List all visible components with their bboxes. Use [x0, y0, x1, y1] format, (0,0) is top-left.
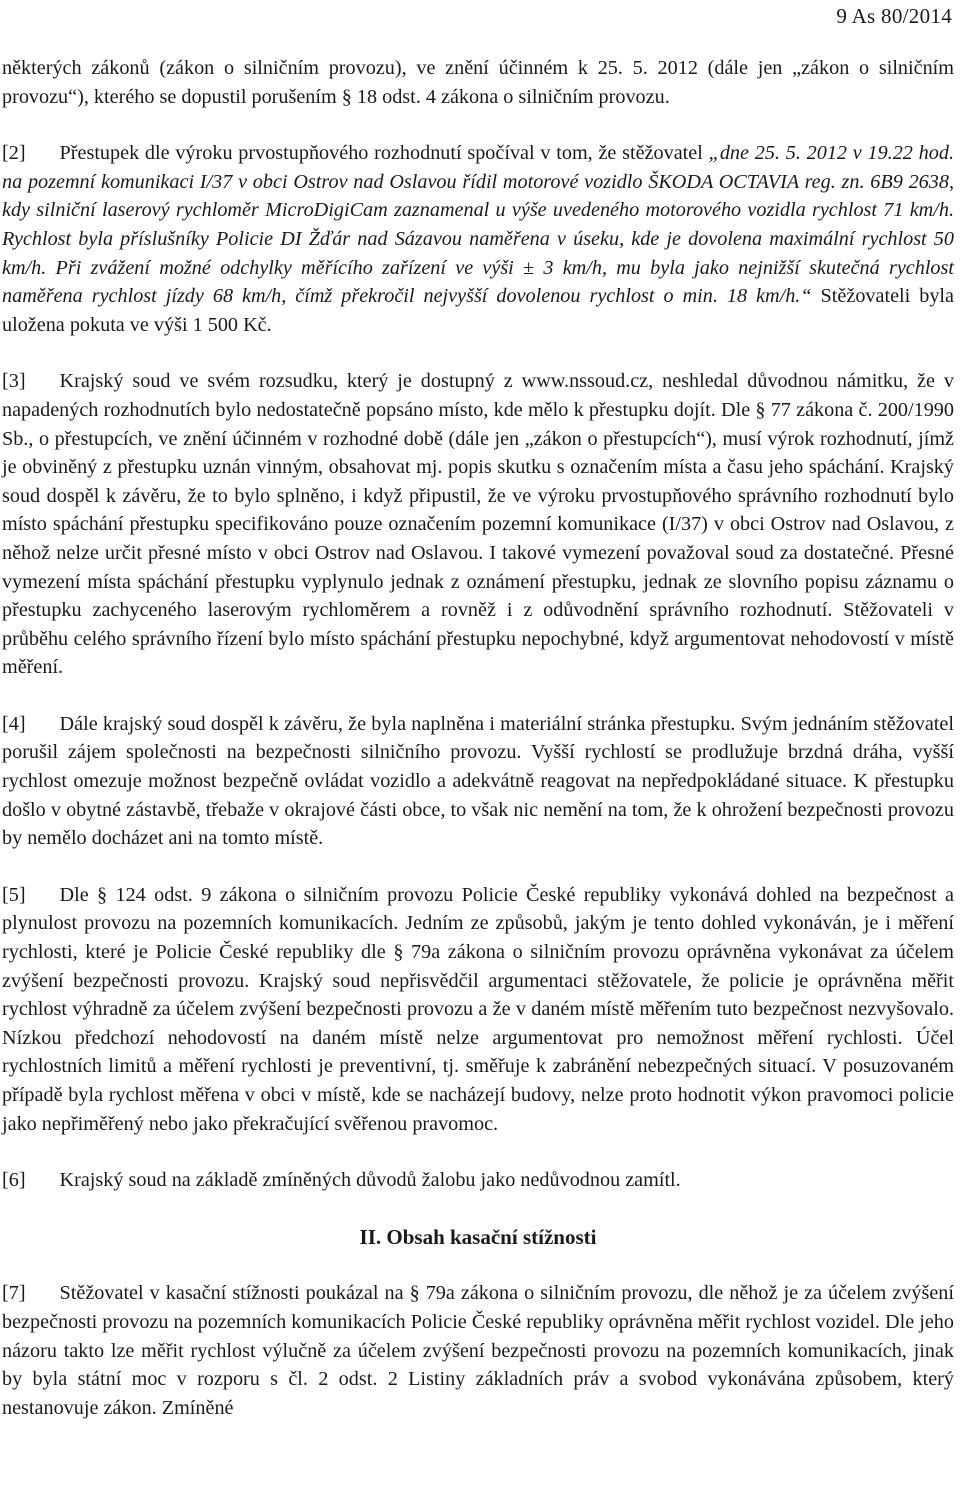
paragraph-number: [5] — [2, 883, 26, 906]
paragraph — [2, 1166, 954, 1195]
paragraph-number: [4] — [2, 712, 26, 735]
quoted-decision-text: „dne 25. 5. 2012 v 19.22 hod. na pozemní komunikaci I/37 v obci Ostrov nad Oslavou řídil motorové vozidlo ŠKODA OCTAVIA reg. zn. 6B9 2638, kdy silniční laserový rychloměr MicroDigiCam zaznamenal u výše uvedeného motorového vozidla rychlost 71 km/h. Rychlost byla příslušníky Policie DI Žďár nad Sázavou naměřena v úseku, kde je dovolena maximální rychlost 50 km/h. Při zvážení možné odchylky měřícího zařízení ve výši ± 3 km/h, mu byla jako nejnižší skutečná rychlost naměřena rychlost jízdy 68 km/h, čímž překročil nejvyšší dovolenou rychlost o min. 18 km/h.“ — [2, 142, 954, 308]
paragraph — [2, 710, 954, 853]
paragraphs-before — [2, 54, 954, 1195]
paragraph-text: Krajský soud na základě zmíněných důvodů žalobu jako nedůvodnou zamítl. — [59, 1169, 681, 1192]
paragraph-text: Dále krajský soud dospěl k závěru, že byla naplněna i materiální stránka přestupku. Svým jednáním stěžovatel porušil zájem společnosti na bezpečnosti silničního provozu. Vyšší rychlostí se prodlužuje brzdná dráha, vyšší rychlost omezuje možnost bezpečně ovládat vozidlo a adekvátně reagovat na nepředpokládané situace. K přestupku došlo v obytné zástavbě, třebaže v okrajové části obce, to však nic nemění na tom, že k ohrožení bezpečnosti provozu by nemělo docházet ani na tomto místě. — [2, 712, 954, 850]
case-number: 9 As 80/2014 — [836, 4, 952, 28]
paragraph — [2, 139, 954, 339]
paragraph-text: Stěžovateli byla uložena pokuta ve výši 1 500 Kč. — [2, 285, 954, 336]
paragraph — [2, 54, 954, 111]
paragraph-number: [3] — [2, 370, 26, 393]
paragraph-text: některých zákonů (zákon o silničním provozu), ve znění účinném k 25. 5. 2012 (dále jen „zákon o silničním provozu“), kterého se dopustil porušením § 18 odst. 4 zákona o silničním provozu. — [2, 57, 954, 108]
paragraph-text: Stěžovatel v kasační stížnosti poukázal na § 79a zákona o silničním provozu, dle něhož je za účelem zvýšení bezpečnosti provozu na pozemních komunikacích Policie České republiky oprávněna měřit rychlost vozidel. Dle jeho názoru takto lze měřit rychlost výlučně za účelem zvýšení bezpečnosti provozu na pozemních komunikacích, jinak by byla státní moc v rozporu s čl. 2 odst. 2 Listiny základních práv a svobod vykonávána způsobem, který nestanovuje zákon. Zmíněné — [2, 1282, 954, 1419]
paragraph-number: [6] — [2, 1169, 26, 1192]
paragraphs-after — [2, 1279, 954, 1422]
paragraph — [2, 881, 954, 1138]
paragraph-text: Krajský soud ve svém rozsudku, který je dostupný z www.nssoud.cz, neshledal důvodnou námitku, že v napadených rozhodnutích bylo nedostatečně popsáno místo, kde mělo k přestupku dojít. Dle § 77 zákona č. 200/1990 Sb., o přestupcích, ve znění účinném v rozhodné době (dále jen „zákon o přestupcích“), musí výrok rozhodnutí, jímž je obviněný z přestupku uznán vinným, obsahovat mj. popis skutku s označením místa a času jeho spáchání. Krajský soud dospěl k závěru, že to bylo splněno, i když připustil, že ve výroku prvostupňového správního rozhodnutí bylo místo spáchání přestupku specifikováno pouze označením pozemní komunikace (I/37) v obci Ostrov nad Oslavou, z něhož nelze určit přesné místo v obci Ostrov nad Oslavou. I takové vymezení považoval soud za dostatečné. Přesné vymezení místa spáchání přestupku vyplynulo jednak z oznámení přestupku, jednak ze slovního popisu záznamu o přestupku zachyceného laserovým rychloměrem a rovněž i z odůvodnění správního rozhodnutí. Stěžovateli v průběhu celého správního řízení bylo místo spáchání přestupku nepochybné, když argumentovat nehodovostí v místě měření. — [2, 370, 954, 679]
paragraph — [2, 367, 954, 682]
document-body — [2, 54, 954, 1450]
paragraph — [2, 1279, 954, 1422]
paragraph-number: [7] — [2, 1282, 26, 1305]
section-heading: II. Obsah kasační stížnosti — [359, 1224, 597, 1249]
paragraph-number: [2] — [2, 142, 26, 165]
paragraph-text: Dle § 124 odst. 9 zákona o silničním provozu Policie České republiky vykonává dohled na bezpečnost a plynulost provozu na pozemních komunikacích. Jedním ze způsobů, jakým je tento dohled vykonáván, je i měření rychlosti, které je Policie České republiky dle § 79a zákona o silničním provozu oprávněna vykonávat za účelem zvýšení bezpečnosti provozu. Krajský soud nepřisvědčil argumentaci stěžovatele, že policie je oprávněna měřit rychlost výhradně za účelem zvýšení bezpečnosti provozu a že v daném místě měřením tuto bezpečnost nezvyšovalo. Nízkou předchozí nehodovostí na daném místě nelze argumentovat pro nemožnost měření rychlosti. Účel rychlostních limitů a měření rychlosti je preventivní, tj. směřuje k zabránění nebezpečných situací. V posuzovaném případě byla rychlost měřena v obci v místě, kde se nacházejí budovy, nelze proto hodnotit výkon pravomoci policie jako nepřiměřený nebo jako překračující svěřenou pravomoc. — [2, 883, 954, 1135]
paragraph-text: Přestupek dle výroku prvostupňového rozhodnutí spočíval v tom, že stěžovatel — [59, 142, 709, 165]
